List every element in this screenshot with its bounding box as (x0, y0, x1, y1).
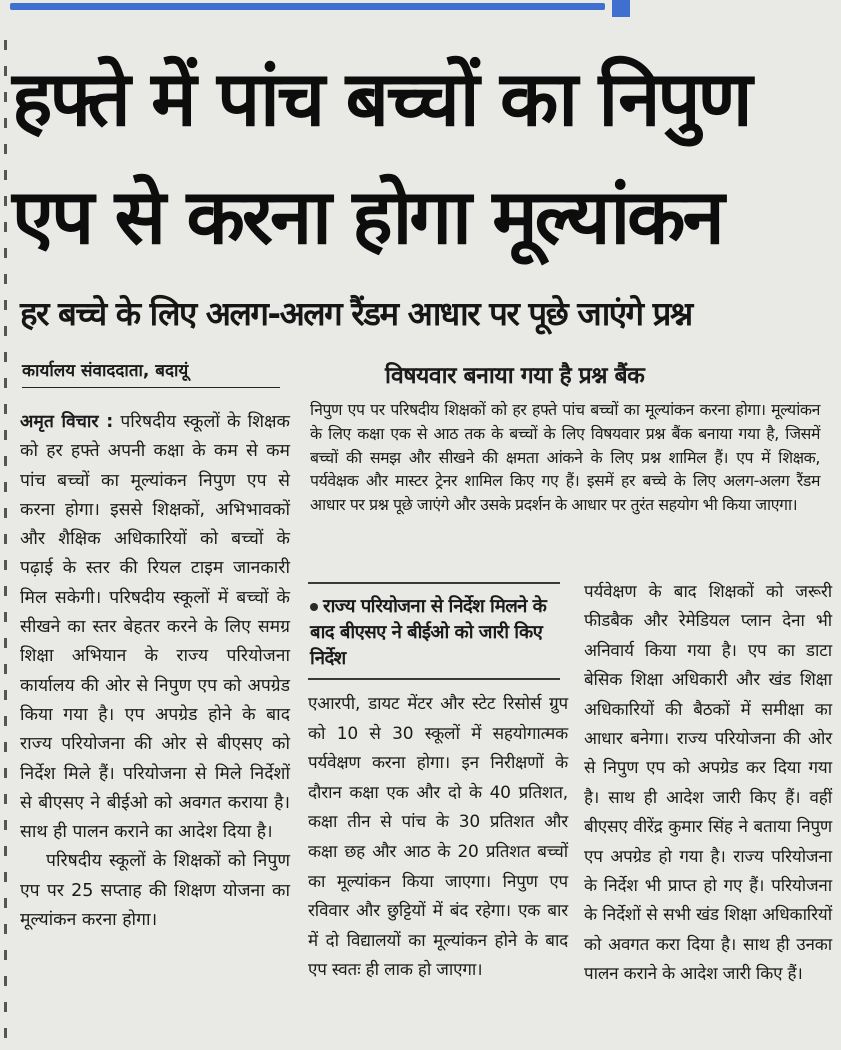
right-column (584, 578, 832, 990)
side-head-rule-top (308, 582, 560, 584)
left-para-1-text: परिषदीय स्कूलों के शिक्षक को हर हफ्ते अपनी कक्षा के कम से कम पांच बच्चों का मूल्यांकन निपुण एप से करना होगा। इससे शिक्षकों, अभिभावकों और शैक्षिक अधिकारियों को बच्चों के पढ़ाई के स्तर की रियल टाइम जानकारी मिल सकेगी। परिषदीय स्कूलों में बच्चों के सीखने का स्तर बेहतर करने के लिए समग्र शिक्षा अभियान के राज्य परियोजना कार्यालय की ओर से निपुण एप को अपग्रेड किया गया है। एप अपग्रेड होने के बाद राज्य परियोजना की ओर से बीएसए को निर्देश मिले हैं। परियोजना से मिले निर्देशों से बीएसए ने बीईओ को अवगत कराया है। साथ ही पालन कराने का आदेश दिया है। (20, 412, 290, 843)
byline: कार्यालय संवाददाता, बदायूं (22, 358, 280, 388)
top-edge (0, 0, 841, 20)
box-body: निपुण एप पर परिषदीय शिक्षकों को हर हफ्ते पांच बच्चों का मूल्यांकन करना होगा। मूल्यांकन के लिए कक्षा एक से आठ तक के बच्चों के लिए विषयवार प्रश्न बैंक बनाया गया है, जिसमें बच्चों की समझ और सीखने की क्षमता आंकने के लिए प्रश्न शामिल हैं। एप में शिक्षक, पर्यवेक्षक और मास्टर ट्रेनर शामिल किए गए हैं। इसमें हर बच्चे के लिए अलग-अलग रैंडम आधार पर प्रश्न पूछे जाएंगे और उसके प्रदर्शन के आधार पर तुरंत सहयोग भी किया जाएगा। (310, 400, 820, 515)
middle-column (308, 690, 568, 986)
bullet-icon (310, 603, 318, 611)
left-para-2: परिषदीय स्कूलों के शिक्षकों को निपुण एप पर 25 सप्ताह की शिक्षण योजना का मूल्यांकन करना होगा। (20, 851, 290, 931)
side-heading-text: राज्य परियोजना से निर्देश मिलने के बाद बीएसए ने बीईओ को जारी किए निर्देश (310, 596, 547, 669)
blue-rule (10, 3, 605, 10)
blue-tab-mark (612, 0, 630, 17)
margin-dashes (4, 40, 7, 1040)
side-head-rule-bottom (308, 678, 560, 680)
left-para-1 (20, 408, 290, 847)
left-column (20, 408, 290, 935)
box-title: विषयवार बनाया गया है प्रश्न बैंक (385, 363, 645, 389)
headline-line-2: एप से करना होगा मूल्यांकन (12, 172, 722, 261)
dateline: अमृत विचार : (20, 412, 114, 432)
subheadline: हर बच्चे के लिए अलग-अलग रैंडम आधार पर पूछे जाएंगे प्रश्न (20, 294, 692, 333)
right-para: पर्यवेक्षण के बाद शिक्षकों को जरूरी फीडबैक और रेमेडियल प्लान देना भी अनिवार्य किया गया है। एप का डाटा बेसिक शिक्षा अधिकारी और खंड शिक्षा अधिकारियों की बैठकों में समीक्षा का आधार बनेगा। राज्य परियोजना की ओर से निपुण एप को अपग्रेड कर दिया गया है। साथ ही आदेश जारी किए हैं। वहीं बीएसए वीरेंद्र कुमार सिंह ने बताया निपुण एप अपग्रेड हो गया है। राज्य परियोजना के निर्देश भी प्राप्त हो गए हैं। परियोजना के निर्देशों से सभी खंड शिक्षा अधिकारियों को अवगत करा दिया है। साथ ही उनका पालन कराने के आदेश जारी किए हैं। (584, 582, 832, 985)
side-heading (310, 594, 560, 672)
headline-line-1: हफ्ते में पांच बच्चों का निपुण (12, 54, 750, 143)
headline (12, 40, 832, 276)
middle-para: एआरपी, डायट मेंटर और स्टेट रिसोर्स ग्रुप को 10 से 30 स्कूलों में सहयोगात्मक पर्यवेक्षण करना होगा। इन निरीक्षणों के दौरान कक्षा एक और दो के 40 प्रतिशत, कक्षा तीन से पांच के 30 प्रतिशत और कक्षा छह और आठ के 20 प्रतिशत बच्चों का मूल्यांकन किया जाएगा। निपुण एप रविवार और छुट्टियों में बंद रहेगा। एक बार में दो विद्यालयों का मूल्यांकन होने के बाद एप स्वतः ही लाक हो जाएगा। (308, 694, 568, 981)
